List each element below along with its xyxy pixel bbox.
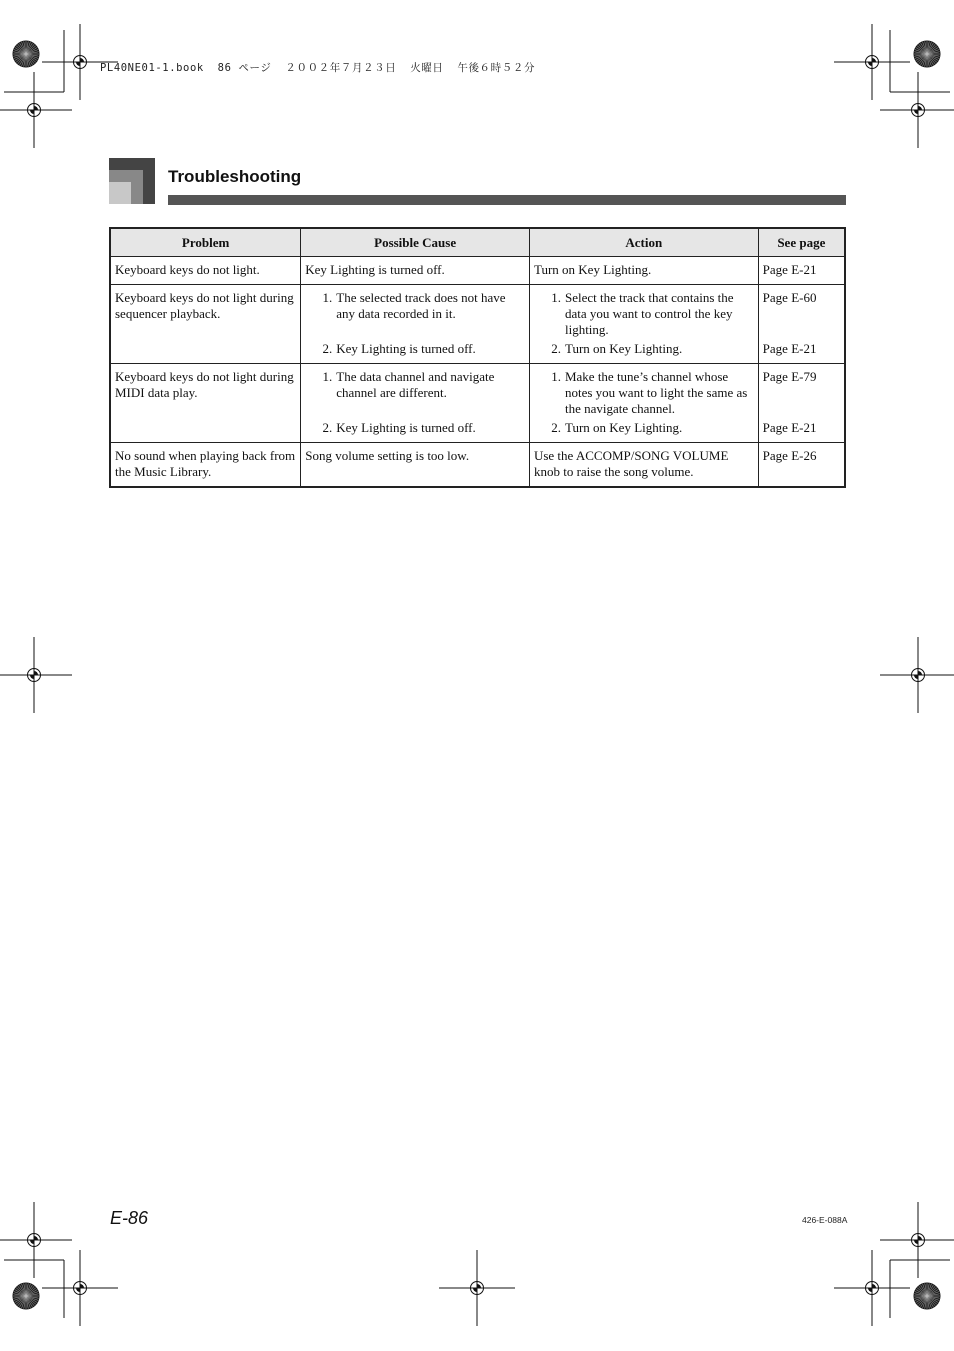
print-header-line: PL40NE01-1.book 86 ページ ２００２年７月２３日 火曜日 午後６時５２分 <box>100 62 536 74</box>
action-list-item <box>534 369 754 417</box>
column-header-cause: Possible Cause <box>301 228 530 257</box>
cause-cell <box>301 257 530 285</box>
section-tab-icon <box>109 158 155 204</box>
see-page-cell <box>758 443 845 488</box>
action-text: Turn on Key Lighting. <box>533 262 652 277</box>
table-row <box>110 285 845 364</box>
page-number: E-86 <box>110 1208 149 1228</box>
item-text: The data channel and navigate channel are different. <box>336 369 495 400</box>
cause-list <box>305 369 525 436</box>
table-row <box>110 443 845 488</box>
section-title: Troubleshooting <box>168 167 302 186</box>
item-number: 2. <box>322 420 333 435</box>
item-number: 2. <box>551 341 561 356</box>
problem-cell: Keyboard keys do not light during MIDI data play. <box>110 364 301 443</box>
item-text: Select the track that contains the data you want to control the key lighting. <box>564 290 734 337</box>
table-row <box>110 364 845 443</box>
problem-cell: No sound when playing back from the Music Library. <box>110 443 301 488</box>
table-row <box>110 257 845 285</box>
action-list <box>534 369 754 436</box>
cause-cell <box>301 364 530 443</box>
action-cell <box>529 285 758 364</box>
table-header-row <box>110 228 845 257</box>
page-reference: Page E-21 <box>762 262 817 277</box>
item-number: 1. <box>322 369 333 384</box>
item-number: 1. <box>551 290 561 305</box>
page-reference: Page E-60 <box>762 290 817 305</box>
troubleshooting-table <box>109 227 846 488</box>
title-underline-bar <box>168 195 846 205</box>
column-header-action: Action <box>529 228 758 257</box>
item-text: Key Lighting is turned off. <box>336 341 476 356</box>
problem-cell: Keyboard keys do not light. <box>110 257 301 285</box>
cause-list <box>305 290 525 357</box>
item-text: Turn on Key Lighting. <box>564 420 683 435</box>
action-list-item <box>534 290 754 338</box>
action-cell <box>529 364 758 443</box>
document-code: 426-E-088A <box>802 1215 848 1225</box>
action-list <box>534 290 754 357</box>
page-reference: Page E-26 <box>762 448 817 463</box>
item-text: The selected track does not have any data recorded in it. <box>336 290 506 321</box>
cause-list-item <box>305 420 525 436</box>
page-reference: Page E-21 <box>762 341 817 356</box>
column-header-see-page: See page <box>758 228 845 257</box>
cause-list-item <box>305 290 525 322</box>
cause-list-item <box>305 369 525 401</box>
see-page-cell <box>758 257 845 285</box>
see-page-cell <box>758 364 845 443</box>
item-number: 2. <box>322 341 333 356</box>
action-list-item <box>534 420 754 436</box>
see-page-cell <box>758 285 845 364</box>
problem-cell: Keyboard keys do not light during sequencer playback. <box>110 285 301 364</box>
item-number: 1. <box>551 369 561 384</box>
action-cell <box>529 443 758 488</box>
item-text: Key Lighting is turned off. <box>336 420 476 435</box>
column-header-problem: Problem <box>110 228 301 257</box>
item-text: Make the tune’s channel whose notes you want to light the same as the navigate channel. <box>564 369 748 416</box>
cause-cell <box>301 285 530 364</box>
action-text: Use the ACCOMP/SONG VOLUME knob to raise the song volume. <box>533 448 729 479</box>
item-number: 2. <box>551 420 561 435</box>
page-reference: Page E-21 <box>762 420 817 435</box>
cause-text: Key Lighting is turned off. <box>305 262 445 277</box>
cause-cell <box>301 443 530 488</box>
item-number: 1. <box>322 290 333 305</box>
action-cell <box>529 257 758 285</box>
cause-list-item <box>305 341 525 357</box>
action-list-item <box>534 341 754 357</box>
page-reference: Page E-79 <box>762 369 817 384</box>
cause-text: Song volume setting is too low. <box>305 448 470 463</box>
item-text: Turn on Key Lighting. <box>564 341 683 356</box>
